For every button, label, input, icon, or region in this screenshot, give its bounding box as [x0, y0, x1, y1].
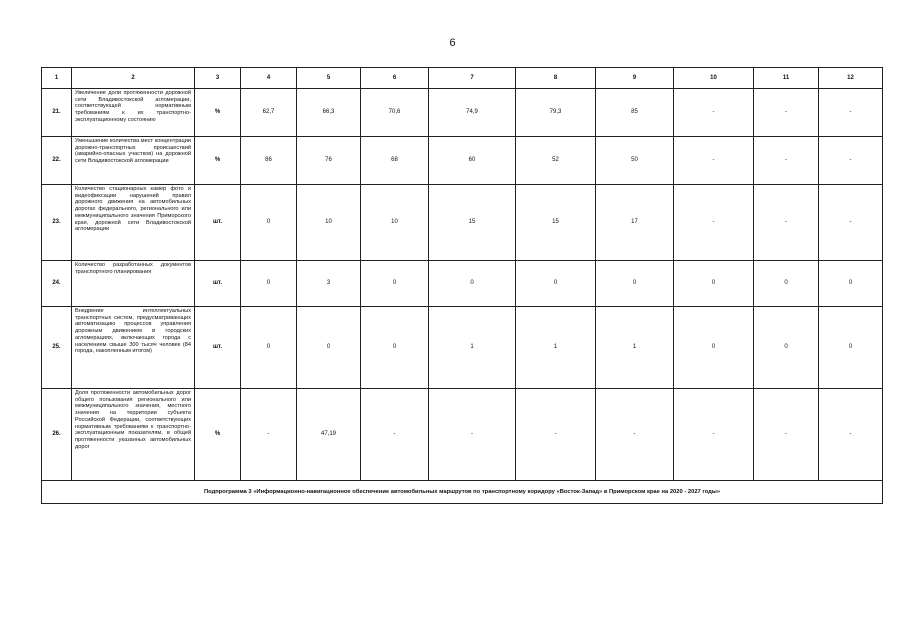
unit-cell: шт.	[195, 307, 241, 389]
value-cell: 0	[297, 307, 361, 389]
value-cell: -	[819, 89, 883, 137]
value-cell: 0	[596, 261, 674, 307]
value-cell: 10	[297, 185, 361, 261]
subprogram-title: Подпрограмма 3 «Информационно-навигационное обеспечение автомобильных маршрутов по транспортному коридору «Восток-Запад» в Приморском крае на 2020 - 2027 годы»	[42, 481, 883, 504]
value-cell: -	[241, 389, 297, 481]
header-cell: 8	[516, 68, 596, 89]
table-row	[42, 261, 883, 307]
value-cell: 79,3	[516, 89, 596, 137]
table-row	[42, 307, 883, 389]
value-cell: 0	[674, 307, 754, 389]
row-number: 26.	[42, 389, 72, 481]
value-cell: -	[754, 137, 819, 185]
value-cell: 1	[596, 307, 674, 389]
value-cell: 15	[429, 185, 516, 261]
indicator-description: Увеличение доли протяженности дорожной сети Владивостокской агломерации, соответствующей нормативным требованиям к их транспортно-эксплуатационному состоянию	[72, 89, 195, 137]
value-cell: 62,7	[241, 89, 297, 137]
header-cell: 11	[754, 68, 819, 89]
value-cell: 0	[241, 185, 297, 261]
value-cell: -	[754, 89, 819, 137]
value-cell: -	[819, 137, 883, 185]
value-cell: -	[429, 389, 516, 481]
value-cell: 3	[297, 261, 361, 307]
value-cell: 0	[361, 307, 429, 389]
value-cell: 0	[429, 261, 516, 307]
value-cell: 0	[754, 261, 819, 307]
header-cell: 2	[72, 68, 195, 89]
value-cell: 70,6	[361, 89, 429, 137]
value-cell: 0	[754, 307, 819, 389]
value-cell: 0	[361, 261, 429, 307]
value-cell: 76	[297, 137, 361, 185]
value-cell: -	[674, 389, 754, 481]
value-cell: -	[516, 389, 596, 481]
row-number: 23.	[42, 185, 72, 261]
page-number: 6	[449, 37, 456, 49]
value-cell: 0	[819, 261, 883, 307]
value-cell: 15	[516, 185, 596, 261]
value-cell: 0	[516, 261, 596, 307]
unit-cell: %	[195, 389, 241, 481]
value-cell: 86	[241, 137, 297, 185]
subprogram-row	[42, 481, 883, 504]
header-cell: 4	[241, 68, 297, 89]
header-row	[42, 68, 883, 89]
value-cell: -	[674, 137, 754, 185]
value-cell: 1	[429, 307, 516, 389]
header-cell: 7	[429, 68, 516, 89]
value-cell: 10	[361, 185, 429, 261]
value-cell: 0	[674, 261, 754, 307]
value-cell: 50	[596, 137, 674, 185]
indicators-table	[41, 67, 883, 504]
row-number: 25.	[42, 307, 72, 389]
header-cell: 3	[195, 68, 241, 89]
row-number: 22.	[42, 137, 72, 185]
value-cell: -	[819, 389, 883, 481]
value-cell: -	[674, 185, 754, 261]
indicator-description: Количество стационарных камер фото и видеофиксации нарушений правил дорожного движения на автомобильных дорогах федерального, регионального или межмуниципального значения Приморского края, дорожной сети Владивостокской агломерации	[72, 185, 195, 261]
value-cell: 60	[429, 137, 516, 185]
table-row	[42, 185, 883, 261]
value-cell: -	[596, 389, 674, 481]
value-cell: 17	[596, 185, 674, 261]
header-cell: 6	[361, 68, 429, 89]
value-cell: 52	[516, 137, 596, 185]
unit-cell: шт.	[195, 185, 241, 261]
table-row	[42, 137, 883, 185]
header-cell: 9	[596, 68, 674, 89]
value-cell: -	[754, 185, 819, 261]
row-number: 24.	[42, 261, 72, 307]
value-cell: 68	[361, 137, 429, 185]
unit-cell: шт.	[195, 261, 241, 307]
value-cell: 0	[241, 307, 297, 389]
header-cell: 5	[297, 68, 361, 89]
value-cell: -	[361, 389, 429, 481]
header-cell: 12	[819, 68, 883, 89]
unit-cell: %	[195, 137, 241, 185]
indicator-description: Уменьшение количества мест концентрации дорожно-транспортных происшествий (аварийно-опасных участков) на дорожной сети Владивостокской агломерации	[72, 137, 195, 185]
value-cell: 47,19	[297, 389, 361, 481]
value-cell: 1	[516, 307, 596, 389]
value-cell: -	[819, 185, 883, 261]
unit-cell: %	[195, 89, 241, 137]
row-number: 21.	[42, 89, 72, 137]
indicator-description: Доля протяженности автомобильных дорог общего пользования регионального или межмуниципального значения, местного значения на территории субъекта Российской Федерации, соответствующих нормативным требованиям к транспортно-эксплуатационным показателям, в общей протяженности указанных автомобильных дорог	[72, 389, 195, 481]
value-cell: 85	[596, 89, 674, 137]
value-cell: 66,3	[297, 89, 361, 137]
table-row	[42, 89, 883, 137]
header-cell: 1	[42, 68, 72, 89]
value-cell: -	[754, 389, 819, 481]
value-cell: 74,9	[429, 89, 516, 137]
indicator-description: Количество разработанных документов транспортного планирования	[72, 261, 195, 307]
table-row	[42, 389, 883, 481]
indicator-description: Внедрение интеллектуальных транспортных систем, предусматривающих автоматизацию процессов управления дорожным движением в городских агломерациях, включающих города с населением свыше 300 тысяч человек (84 города, накопленным итогом)	[72, 307, 195, 389]
header-cell: 10	[674, 68, 754, 89]
value-cell: -	[674, 89, 754, 137]
value-cell: 0	[241, 261, 297, 307]
value-cell: 0	[819, 307, 883, 389]
